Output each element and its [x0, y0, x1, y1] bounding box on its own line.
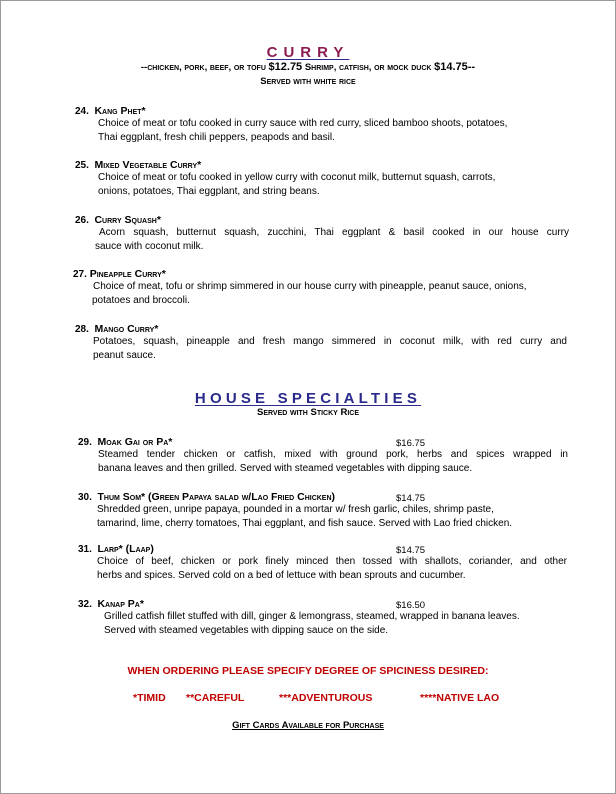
item-desc-line: Steamed tender chicken or catfish, mixed with ground pork, herbs and spices wrapped in: [98, 449, 568, 460]
spice-level-adventurous: ***ADVENTUROUS: [279, 692, 373, 704]
item-desc-line: Acorn squash, butternut squash, zucchini, Thai eggplant & basil cooked in our house curry: [99, 227, 569, 238]
item-desc-line: Served with steamed vegetables with dipping sauce on the side.: [104, 624, 389, 636]
curry-price-line: --chicken, pork, beef, or tofu $12.75 Shrimp, catfish, or mock duck $14.75--: [140, 61, 476, 73]
item-title: 28. Mango Curry*: [75, 323, 159, 335]
spice-level-careful: **CAREFUL: [186, 692, 245, 704]
item-desc-line: Potatoes, squash, pineapple and fresh mango simmered in coconut milk, with red curry and: [93, 336, 567, 347]
item-desc-line: Thai eggplant, fresh chili peppers, peapods and basil.: [98, 131, 335, 143]
item-title: 31. Larp* (Laap): [78, 543, 154, 555]
menu-item-31: [78, 543, 578, 582]
menu-item-28: [75, 323, 575, 362]
price-32: $16.50: [396, 600, 426, 611]
item-title: 29. Moak Gai or Pa*: [78, 436, 173, 448]
item-title: 32. Kanap Pa*: [78, 598, 144, 610]
menu-item-30: [78, 491, 588, 530]
item-title: 27. Pineapple Curry*: [73, 268, 166, 280]
curry-section-title: CURRY: [266, 44, 350, 61]
house-specialties-title: HOUSE SPECIALTIES: [194, 390, 422, 407]
spiciness-notice: WHEN ORDERING PLEASE SPECIFY DEGREE OF SPICINESS DESIRED:: [127, 665, 489, 677]
house-served-with: Served with Sticky Rice: [257, 407, 359, 418]
menu-item-25: [75, 159, 575, 198]
item-desc-line: Choice of meat, tofu or shrimp simmered in our house curry with pineapple, peanut sauce, onions,: [93, 281, 527, 292]
item-title: 25. Mixed Vegetable Curry*: [75, 159, 202, 171]
item-desc-line: herbs and spices. Served cold on a bed of lettuce with bean sprouts and cucumber.: [97, 569, 466, 581]
spice-level-timid: *TIMID: [133, 692, 166, 704]
item-desc-line: Shredded green, unripe papaya, pounded in a mortar w/ fresh garlic, chiles, shrimp paste,: [97, 504, 494, 515]
spice-level-native-lao: ****NATIVE LAO: [420, 692, 500, 704]
curry-served-with: Served with white rice: [260, 76, 356, 87]
price-29: $16.75: [396, 438, 426, 449]
price-31: $14.75: [396, 545, 426, 556]
item-desc-line: sauce with coconut milk.: [95, 240, 204, 252]
item-title: 30. Thum Som* (Green Papaya salad w/Lao Fried Chicken): [78, 491, 336, 503]
item-title: 24. Kang Phet*: [75, 105, 146, 117]
item-desc-line: peanut sauce.: [93, 349, 156, 361]
item-desc-line: Choice of meat or tofu cooked in curry sauce with red curry, sliced bamboo shoots, potatoes,: [98, 118, 508, 129]
menu-item-29: [78, 436, 578, 475]
menu-item-26: [75, 214, 575, 253]
item-desc-line: potatoes and broccoli.: [92, 294, 190, 306]
menu-item-24: [75, 105, 575, 144]
menu-item-27: [73, 268, 583, 307]
item-desc-line: Choice of meat or tofu cooked in yellow curry with coconut milk, butternut squash, carrots,: [98, 172, 496, 183]
price-30: $14.75: [396, 493, 426, 504]
menu-item-32: [78, 598, 588, 637]
gift-cards-note: Gift Cards Available for Purchase: [232, 720, 384, 731]
item-desc-line: Grilled catfish fillet stuffed with dill, ginger & lemongrass, steamed, wrapped in banana leaves.: [104, 611, 520, 622]
item-desc-line: banana leaves and then grilled. Served with steamed vegetables with dipping sauce.: [98, 462, 473, 474]
item-title: 26. Curry Squash*: [75, 214, 161, 226]
item-desc-line: onions, potatoes, Thai eggplant, and string beans.: [98, 185, 320, 197]
item-desc-line: tamarind, lime, cherry tomatoes, Thai eggplant, and fish sauce. Served with Lao fried chicken.: [97, 517, 513, 529]
item-desc-line: Choice of beef, chicken or pork finely minced then tossed with shallots, coriander, and other: [97, 556, 567, 567]
